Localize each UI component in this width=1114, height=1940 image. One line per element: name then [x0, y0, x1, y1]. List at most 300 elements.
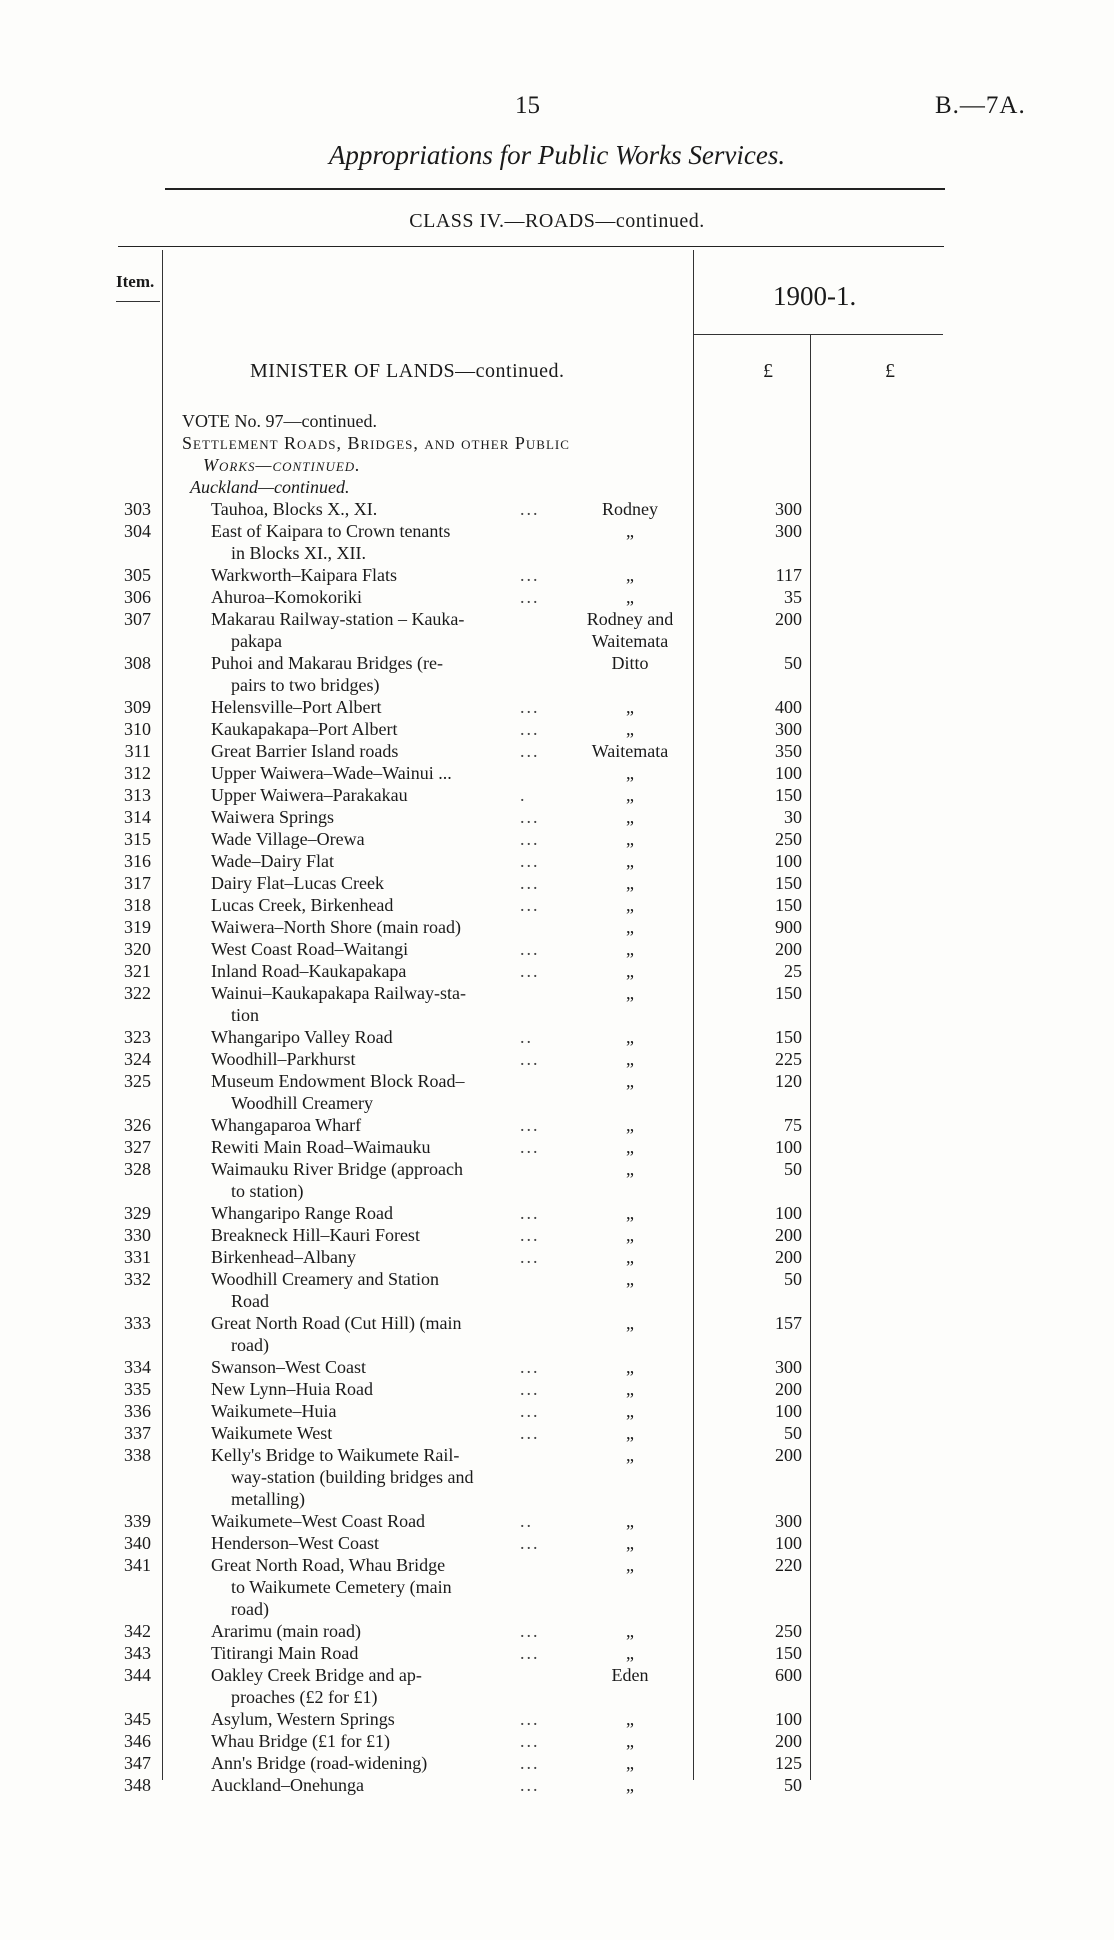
- electorate-name: „: [626, 697, 634, 717]
- description-continuation: Woodhill Creamery: [231, 1093, 374, 1113]
- item-description: [211, 696, 546, 718]
- leader-dots: ...: [520, 719, 540, 739]
- item-description: [211, 1752, 546, 1774]
- item-description: [211, 1730, 546, 1752]
- leader-dots: ...: [520, 697, 540, 717]
- leader-dots: ...: [520, 961, 540, 981]
- item-description: [211, 1510, 546, 1532]
- item-number: 340: [124, 1533, 151, 1553]
- section-subheading: Settlement Roads, Bridges, and other Public: [182, 433, 570, 453]
- item-number: 335: [124, 1379, 151, 1399]
- vote-heading: VOTE No. 97—continued.: [182, 411, 377, 431]
- item-number: 346: [124, 1731, 151, 1751]
- amount: 600: [775, 1665, 802, 1685]
- description-line: Waikumete West: [211, 1423, 333, 1443]
- document-reference: B.—7A.: [935, 92, 1026, 119]
- electorate-name: „: [626, 1027, 634, 1047]
- electorate: [570, 1312, 690, 1334]
- electorate: [570, 938, 690, 960]
- item-number: 326: [124, 1115, 151, 1135]
- electorate-name: „: [626, 1423, 634, 1443]
- item-description: [211, 960, 546, 982]
- description-line: Dairy Flat–Lucas Creek: [211, 873, 384, 893]
- description-line: New Lynn–Huia Road: [211, 1379, 373, 1399]
- class-heading: CLASS IV.—ROADS—continued.: [409, 210, 705, 232]
- item-description: [211, 498, 546, 520]
- electorate: [570, 1620, 690, 1642]
- description-line: Titirangi Main Road: [211, 1643, 359, 1663]
- electorate-name: „: [626, 1709, 634, 1729]
- electorate-name: „: [626, 1643, 634, 1663]
- electorate: [570, 740, 690, 762]
- item-number: 348: [124, 1775, 151, 1795]
- amount: 150: [775, 1027, 802, 1047]
- amount: 100: [775, 1401, 802, 1421]
- electorate-name: „: [626, 521, 634, 541]
- electorate: [570, 894, 690, 916]
- leader-dots: ...: [520, 895, 540, 915]
- item-description: [211, 1664, 546, 1708]
- description-continuation: proaches (£2 for £1): [231, 1687, 378, 1707]
- leader-dots: ...: [520, 1423, 540, 1443]
- item-number: 328: [124, 1159, 151, 1179]
- leader-dots: ..: [520, 1027, 533, 1047]
- item-description: [211, 1444, 546, 1510]
- description-line: Great North Road, Whau Bridge: [211, 1555, 446, 1575]
- item-description: [211, 982, 546, 1026]
- amount: 300: [775, 521, 802, 541]
- description-continuation: tion: [231, 1005, 260, 1025]
- leader-dots: ...: [520, 939, 540, 959]
- electorate-name: „: [626, 983, 634, 1003]
- item-number: 334: [124, 1357, 151, 1377]
- amount: 50: [784, 1423, 802, 1443]
- electorate: [570, 1136, 690, 1158]
- item-number: 318: [124, 895, 151, 915]
- description-line: Oakley Creek Bridge and ap-: [211, 1665, 422, 1685]
- description-line: Makarau Railway-station – Kauka-: [211, 609, 465, 629]
- description-continuation: to Waikumete Cemetery (main: [231, 1577, 452, 1597]
- electorate: [570, 1444, 690, 1466]
- description-continuation: road): [231, 1599, 269, 1619]
- item-number: 330: [124, 1225, 151, 1245]
- amount: 225: [775, 1049, 802, 1069]
- electorate: [570, 762, 690, 784]
- description-line: Wainui–Kaukapakapa Railway-sta-: [211, 983, 466, 1003]
- item-number: 332: [124, 1269, 151, 1289]
- electorate-name: „: [626, 1621, 634, 1641]
- electorate: [570, 1158, 690, 1180]
- description-continuation: way-station (building bridges and: [231, 1467, 474, 1487]
- description-line: Great North Road (Cut Hill) (main: [211, 1313, 462, 1333]
- leader-dots: ...: [520, 1225, 540, 1245]
- electorate: [570, 696, 690, 718]
- description-line: West Coast Road–Waitangi: [211, 939, 409, 959]
- electorate-name: „: [626, 1247, 634, 1267]
- amount: 100: [775, 1709, 802, 1729]
- leader-dots: ...: [520, 741, 540, 761]
- description-line: Puhoi and Makarau Bridges (re-: [211, 653, 443, 673]
- description-continuation: road): [231, 1335, 269, 1355]
- amount: 150: [775, 1643, 802, 1663]
- amount: 350: [775, 741, 802, 761]
- electorate-name: „: [626, 1313, 634, 1333]
- item-description: [211, 1532, 546, 1554]
- electorate: [570, 1268, 690, 1290]
- description-line: Kelly's Bridge to Waikumete Rail-: [211, 1445, 460, 1465]
- item-description: [211, 1312, 546, 1356]
- electorate-name: „: [626, 1731, 634, 1751]
- electorate: [570, 498, 690, 520]
- electorate-name: „: [626, 1401, 634, 1421]
- electorate: [570, 520, 690, 542]
- description-line: Swanson–West Coast: [211, 1357, 367, 1377]
- item-number: 316: [124, 851, 151, 871]
- electorate-name: „: [626, 1203, 634, 1223]
- electorate-name: „: [626, 1357, 634, 1377]
- electorate-name: „: [626, 1159, 634, 1179]
- description-line: Auckland–Onehunga: [211, 1775, 364, 1795]
- item-number: 315: [124, 829, 151, 849]
- electorate: [570, 1246, 690, 1268]
- electorate-name: „: [626, 961, 634, 981]
- electorate: [570, 1664, 690, 1686]
- description-line: Asylum, Western Springs: [211, 1709, 395, 1729]
- amount: 300: [775, 499, 802, 519]
- amount: 50: [784, 653, 802, 673]
- item-description: [211, 850, 546, 872]
- electorate: [570, 718, 690, 740]
- electorate: [570, 916, 690, 938]
- amount: 50: [784, 1269, 802, 1289]
- electorate: [570, 1070, 690, 1092]
- amount: 100: [775, 851, 802, 871]
- year-header-underline: [693, 334, 943, 335]
- amount: 120: [775, 1071, 802, 1091]
- region-heading: Auckland—continued.: [190, 477, 350, 497]
- description-continuation: to station): [231, 1181, 304, 1201]
- electorate: [570, 828, 690, 850]
- item-column-rule: [162, 250, 163, 1780]
- item-description: [211, 1620, 546, 1642]
- amount: 200: [775, 1445, 802, 1465]
- item-description: [211, 1378, 546, 1400]
- amount: 157: [775, 1313, 802, 1333]
- amount: 35: [784, 587, 802, 607]
- amount: 300: [775, 1511, 802, 1531]
- electorate-name: „: [626, 719, 634, 739]
- electorate-name: Rodney: [602, 499, 658, 519]
- item-description: [211, 1268, 546, 1312]
- electorate: [570, 1510, 690, 1532]
- electorate: [570, 564, 690, 586]
- leader-dots: ...: [520, 1137, 540, 1157]
- electorate-name: „: [626, 895, 634, 915]
- item-description: [211, 1642, 546, 1664]
- item-number: 310: [124, 719, 151, 739]
- description-line: Museum Endowment Block Road–: [211, 1071, 465, 1091]
- description-continuation: pakapa: [231, 631, 282, 651]
- electorate: [570, 1400, 690, 1422]
- electorate-name: „: [626, 565, 634, 585]
- item-description: [211, 1356, 546, 1378]
- electorate-name: „: [626, 1379, 634, 1399]
- amount: 100: [775, 763, 802, 783]
- amount: 100: [775, 1137, 802, 1157]
- electorate-name: „: [626, 917, 634, 937]
- item-description: [211, 916, 546, 938]
- title-rule: [165, 188, 945, 190]
- leader-dots: ...: [520, 1775, 540, 1795]
- description-continuation: metalling): [231, 1489, 305, 1509]
- leader-dots: ...: [520, 499, 540, 519]
- electorate: [570, 586, 690, 608]
- item-description: [211, 938, 546, 960]
- electorate-name: „: [626, 587, 634, 607]
- electorate: [570, 1532, 690, 1554]
- item-number: 333: [124, 1313, 151, 1333]
- item-description: [211, 652, 546, 696]
- leader-dots: ...: [520, 1379, 540, 1399]
- item-number: 311: [124, 741, 151, 761]
- item-number: 307: [124, 609, 151, 629]
- description-line: Breakneck Hill–Kauri Forest: [211, 1225, 420, 1245]
- item-description: [211, 1774, 546, 1796]
- item-number: 329: [124, 1203, 151, 1223]
- electorate-name: „: [626, 1071, 634, 1091]
- item-number: 336: [124, 1401, 151, 1421]
- description-line: Woodhill–Parkhurst: [211, 1049, 356, 1069]
- item-description: [211, 894, 546, 916]
- electorate: [570, 1730, 690, 1752]
- item-description: [211, 806, 546, 828]
- electorate: [570, 1752, 690, 1774]
- electorate: [570, 960, 690, 982]
- electorate-name: Waitemata: [591, 741, 669, 761]
- description-line: Henderson–West Coast: [211, 1533, 380, 1553]
- section-subheading-cont: Works—continued.: [203, 455, 361, 475]
- description-line: Whau Bridge (£1 for £1): [211, 1731, 390, 1751]
- electorate: [570, 1774, 690, 1796]
- leader-dots: ...: [520, 1643, 540, 1663]
- leader-dots: ...: [520, 1049, 540, 1069]
- amount-column-rule-left: [693, 250, 694, 1780]
- electorate-name: Eden: [611, 1665, 649, 1685]
- leader-dots: ...: [520, 1709, 540, 1729]
- amount: 50: [784, 1775, 802, 1795]
- item-number: 327: [124, 1137, 151, 1157]
- amount: 200: [775, 1225, 802, 1245]
- item-description: [211, 586, 546, 608]
- item-description: [211, 1554, 546, 1620]
- description-line: Waiwera Springs: [211, 807, 335, 827]
- description-line: Ann's Bridge (road-widening): [211, 1753, 428, 1773]
- electorate: [570, 806, 690, 828]
- electorate-name: „: [626, 1225, 634, 1245]
- item-description: [211, 1026, 546, 1048]
- item-number: 313: [124, 785, 151, 805]
- amount-column-rule-mid: [810, 334, 811, 1780]
- amount: 200: [775, 939, 802, 959]
- amount: 200: [775, 1731, 802, 1751]
- amount: 150: [775, 983, 802, 1003]
- description-line: Upper Waiwera–Wade–Wainui ...: [211, 763, 452, 783]
- item-number: 342: [124, 1621, 151, 1641]
- item-number: 343: [124, 1643, 151, 1663]
- description-line: Waikumete–Huia: [211, 1401, 337, 1421]
- item-description: [211, 520, 546, 564]
- electorate: [570, 1422, 690, 1444]
- description-line: Upper Waiwera–Parakakau: [211, 785, 408, 805]
- description-line: Lucas Creek, Birkenhead: [211, 895, 394, 915]
- description-continuation: in Blocks XI., XII.: [231, 543, 366, 563]
- item-number: 325: [124, 1071, 151, 1091]
- item-number: 305: [124, 565, 151, 585]
- item-description: [211, 1136, 546, 1158]
- electorate-name: „: [626, 1137, 634, 1157]
- amount: 250: [775, 1621, 802, 1641]
- electorate: [570, 982, 690, 1004]
- electorate-name: Rodney and: [586, 609, 674, 629]
- leader-dots: ...: [520, 1731, 540, 1751]
- description-line: Inland Road–Kaukapakapa: [211, 961, 407, 981]
- leader-dots: ..: [520, 1511, 533, 1531]
- item-number: 324: [124, 1049, 151, 1069]
- minister-heading: MINISTER OF LANDS—continued.: [250, 360, 565, 382]
- total-currency-label: £: [885, 360, 895, 382]
- item-description: [211, 564, 546, 586]
- electorate: [570, 850, 690, 872]
- electorate-name: „: [626, 1115, 634, 1135]
- electorate-name: „: [626, 1753, 634, 1773]
- leader-dots: ...: [520, 587, 540, 607]
- leader-dots: .: [520, 785, 527, 805]
- item-number: 341: [124, 1555, 151, 1575]
- electorate: [570, 1356, 690, 1378]
- item-description: [211, 1708, 546, 1730]
- description-line: Rewiti Main Road–Waimauku: [211, 1137, 431, 1157]
- electorate-name: „: [626, 851, 634, 871]
- item-number: 314: [124, 807, 151, 827]
- electorate: [570, 1708, 690, 1730]
- item-number: 344: [124, 1665, 151, 1685]
- amount: 30: [784, 807, 802, 827]
- item-number: 339: [124, 1511, 151, 1531]
- amount: 300: [775, 1357, 802, 1377]
- item-description: [211, 740, 546, 762]
- description-line: East of Kaipara to Crown tenants: [211, 521, 451, 541]
- amount: 400: [775, 697, 802, 717]
- electorate-name: „: [626, 873, 634, 893]
- item-number: 308: [124, 653, 151, 673]
- description-line: Waikumete–West Coast Road: [211, 1511, 426, 1531]
- description-line: Wade Village–Orewa: [211, 829, 365, 849]
- electorate-name: „: [626, 1269, 634, 1289]
- item-description: [211, 1202, 546, 1224]
- leader-dots: ...: [520, 829, 540, 849]
- electorate: [570, 1554, 690, 1576]
- electorate: [570, 1114, 690, 1136]
- amount: 900: [775, 917, 802, 937]
- description-line: Waimauku River Bridge (approach: [211, 1159, 463, 1179]
- electorate-name: „: [626, 763, 634, 783]
- item-number: 337: [124, 1423, 151, 1443]
- description-line: Whangaripo Valley Road: [211, 1027, 393, 1047]
- amount: 100: [775, 1533, 802, 1553]
- electorate-name: „: [626, 829, 634, 849]
- description-line: Whangaparoa Wharf: [211, 1115, 362, 1135]
- item-number: 309: [124, 697, 151, 717]
- item-number: 322: [124, 983, 151, 1003]
- item-description: [211, 1224, 546, 1246]
- item-description: [211, 718, 546, 740]
- description-line: Warkworth–Kaipara Flats: [211, 565, 397, 585]
- item-description: [211, 1048, 546, 1070]
- electorate-name: „: [626, 785, 634, 805]
- item-number: 317: [124, 873, 151, 893]
- item-description: [211, 1246, 546, 1268]
- item-description: [211, 1400, 546, 1422]
- item-description: [211, 1114, 546, 1136]
- description-continuation: Road: [231, 1291, 269, 1311]
- item-description: [211, 1158, 546, 1202]
- item-column-header: Item.: [116, 272, 155, 291]
- year-column-header: 1900-1.: [773, 281, 857, 311]
- amount: 50: [784, 1159, 802, 1179]
- leader-dots: ...: [520, 1115, 540, 1135]
- electorate: [570, 1048, 690, 1070]
- electorate-name: „: [626, 1775, 634, 1795]
- amount: 200: [775, 1379, 802, 1399]
- electorate-name-cont: Waitemata: [591, 631, 669, 651]
- description-line: Woodhill Creamery and Station: [211, 1269, 440, 1289]
- leader-dots: ...: [520, 565, 540, 585]
- item-number: 338: [124, 1445, 151, 1465]
- item-number: 331: [124, 1247, 151, 1267]
- item-number: 304: [124, 521, 151, 541]
- description-line: Birkenhead–Albany: [211, 1247, 356, 1267]
- amount: 200: [775, 1247, 802, 1267]
- description-line: Ahuroa–Komokoriki: [211, 587, 362, 607]
- amount: 150: [775, 895, 802, 915]
- electorate: [570, 872, 690, 894]
- leader-dots: ...: [520, 1203, 540, 1223]
- leader-dots: ...: [520, 807, 540, 827]
- item-number: 312: [124, 763, 151, 783]
- description-line: Great Barrier Island roads: [211, 741, 399, 761]
- electorate-name: „: [626, 1049, 634, 1069]
- electorate-name: „: [626, 1533, 634, 1553]
- item-description: [211, 828, 546, 850]
- electorate: [570, 1378, 690, 1400]
- item-description: [211, 872, 546, 894]
- electorate-name: „: [626, 1511, 634, 1531]
- table-top-rule: [118, 246, 944, 247]
- page-title: Appropriations for Public Works Services.: [328, 140, 786, 170]
- amount: 117: [775, 565, 802, 585]
- item-number: 319: [124, 917, 151, 937]
- item-number: 306: [124, 587, 151, 607]
- amount: 200: [775, 609, 802, 629]
- electorate-name: „: [626, 939, 634, 959]
- amount: 220: [775, 1555, 802, 1575]
- amount: 100: [775, 1203, 802, 1223]
- electorate: [570, 1026, 690, 1048]
- leader-dots: ...: [520, 851, 540, 871]
- leader-dots: ...: [520, 873, 540, 893]
- electorate-name: „: [626, 1445, 634, 1465]
- description-line: Waiwera–North Shore (main road): [211, 917, 461, 937]
